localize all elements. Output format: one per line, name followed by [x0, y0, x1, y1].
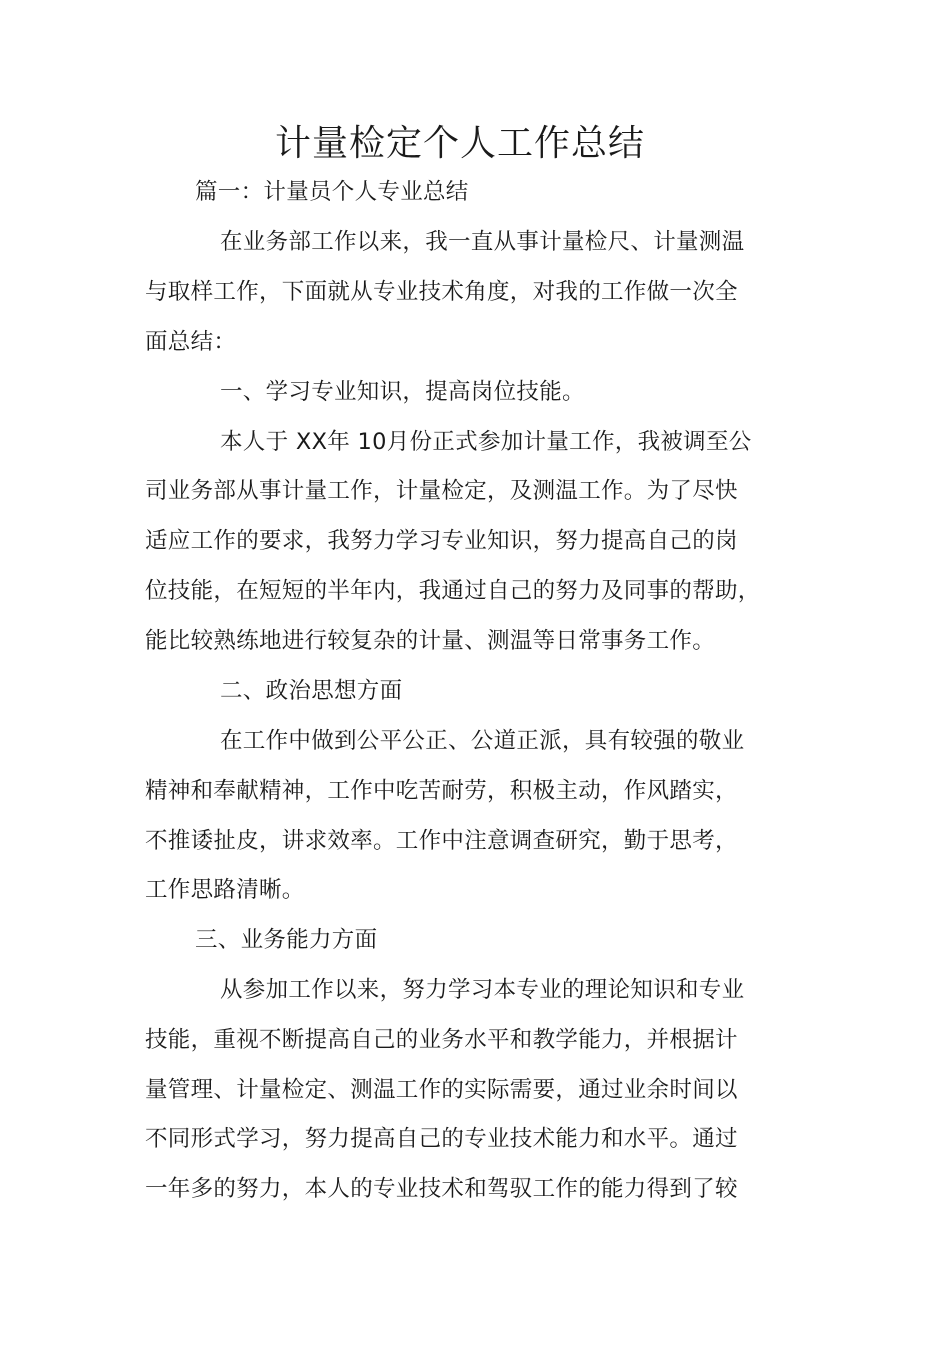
paragraph-line: 从参加工作以来，努力学习本专业的理论知识和专业: [220, 977, 745, 1003]
paragraph-line: 不推诿扯皮，讲求效率。工作中注意调查研究，勤于思考，: [145, 828, 738, 854]
paragraph-line: 适应工作的要求，我努力学习专业知识，努力提高自己的岗: [145, 528, 738, 554]
paragraph-line: 工作思路清晰。: [145, 877, 305, 903]
paragraph-line: 一年多的努力，本人的专业技术和驾驭工作的能力得到了较: [145, 1176, 738, 1202]
paragraph-line: 技能，重视不断提高自己的业务水平和教学能力，并根据计: [145, 1027, 738, 1053]
section-heading-politics: 二、政治思想方面: [220, 678, 403, 704]
paragraph-line: 精神和奉献精神，工作中吃苦耐劳，积极主动，作风踏实，: [145, 778, 738, 804]
paragraph-line: 司业务部从事计量工作，计量检定，及测温工作。为了尽快: [145, 478, 738, 504]
paragraph-line: 不同形式学习，努力提高自己的专业技术能力和水平。通过: [145, 1126, 738, 1152]
paragraph-line: 量管理、计量检定、测温工作的实际需要，通过业余时间以: [145, 1077, 738, 1103]
section-heading-ability: 三、业务能力方面: [195, 927, 378, 953]
paragraph-line: 在业务部工作以来，我一直从事计量检尺、计量测温: [220, 229, 745, 255]
paragraph-line: 在工作中做到公平公正、公道正派，具有较强的敬业: [220, 728, 745, 754]
paragraph-line: 本人于 XX年 10月份正式参加计量工作，我被调至公: [220, 429, 752, 455]
section-heading-part-one: 篇一：计量员个人专业总结: [195, 179, 469, 205]
paragraph-line: 位技能，在短短的半年内，我通过自己的努力及同事的帮助，: [145, 578, 761, 604]
paragraph-line: 能比较熟练地进行较复杂的计量、测温等日常事务工作。: [145, 628, 716, 654]
document-title: 计量检定个人工作总结: [274, 123, 645, 164]
section-heading-study: 一、学习专业知识，提高岗位技能。: [220, 379, 585, 405]
paragraph-line: 面总结：: [145, 329, 237, 355]
paragraph-line: 与取样工作，下面就从专业技术角度，对我的工作做一次全: [145, 279, 738, 305]
